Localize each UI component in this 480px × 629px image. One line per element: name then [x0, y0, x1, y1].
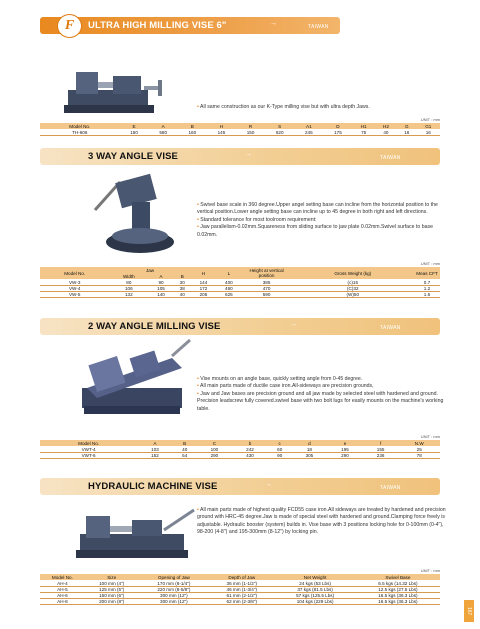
col-header: Opening of Jaw	[157, 574, 190, 580]
section-header-2way	[40, 318, 440, 335]
cell: (c)15	[347, 279, 359, 285]
origin-label: TAIWAN	[380, 325, 401, 331]
2way-vise-image	[72, 338, 197, 428]
unit-label: UNIT : mm	[420, 117, 440, 122]
arrow-icon: →	[265, 481, 272, 488]
cell: 132	[125, 292, 133, 298]
origin-label: TAIWAN	[308, 24, 329, 30]
cell: 46 mm (1-3/4")	[226, 586, 258, 592]
cell: 150	[246, 129, 255, 135]
cell: 205	[199, 292, 208, 298]
cell: 470	[262, 286, 271, 292]
cell: 105	[157, 286, 165, 292]
cell: 75	[361, 129, 367, 135]
cell: AH-8	[57, 599, 68, 605]
cell: 6.5 kgs (14.32 Lbs)	[378, 580, 418, 586]
section-header-ultra	[40, 17, 340, 34]
col-header: Model No.	[64, 270, 86, 276]
cell: 100	[210, 446, 219, 452]
cell: VWT-4	[81, 446, 96, 452]
cell: 152	[151, 452, 159, 458]
cell: 125 mm (5")	[99, 586, 125, 592]
col-header: Swivel Base	[385, 574, 411, 580]
hydraulic-vise-image	[72, 498, 197, 570]
col-header: A1	[306, 123, 312, 129]
section-header-hydraulic	[40, 478, 440, 495]
unit-label: UNIT : mm	[420, 568, 440, 573]
section-title: ULTRA HIGH MILLING VISE 6"	[88, 20, 227, 31]
col-header: b	[248, 440, 252, 446]
3way-spec-table	[40, 267, 440, 298]
col-subheader: Width	[122, 273, 135, 279]
cell: 100 mm (4")	[99, 580, 125, 586]
origin-label: TAIWAN	[380, 155, 401, 161]
col-header: B	[190, 123, 194, 129]
cell: 290	[341, 452, 349, 458]
col-header: N.W	[414, 440, 424, 446]
2way-description: • Vise mounts on an angle base, quickly setting angle from 0-45 degree. • All main parts made of ductile case iron.All-sideways are precision grounds, • Jaw and Jaw bases are precision ground and all jaw made by selected steel with hardened and ground. Precision leadscrew fully covered.swivel base with two bolt lugs for easily mounts on the machine's working table.	[197, 376, 444, 412]
cell: 150	[130, 129, 138, 135]
cell: 1.2	[423, 286, 431, 292]
cell: 62 mm (2-3/8")	[226, 599, 258, 605]
cell: 106	[125, 286, 133, 292]
milling-vise-image	[58, 50, 178, 122]
col-header: L	[227, 270, 231, 276]
col-header: d	[308, 440, 311, 446]
cell: 300 mm (12")	[160, 593, 188, 599]
col-header: H2	[383, 123, 389, 129]
table-row	[40, 586, 440, 592]
col-header: Size	[107, 574, 117, 580]
col-header: Net Weight	[303, 574, 327, 580]
col-header: H	[201, 270, 206, 276]
col-header: H1	[360, 123, 367, 129]
origin-label: TAIWAN	[380, 485, 401, 491]
page-number: 167	[464, 600, 474, 622]
cell: 36 mm (1-1/2")	[226, 580, 258, 586]
brand-logo-icon: F	[57, 14, 82, 38]
col-header: Meas CFT	[416, 270, 438, 276]
cell: 140	[157, 292, 165, 298]
cell: 245	[304, 129, 313, 135]
cell: 90	[277, 452, 283, 458]
cell: 305	[305, 452, 314, 458]
col-header: Height at vertical position	[249, 268, 284, 279]
cell: 30	[179, 279, 185, 285]
arrow-icon: →	[270, 20, 277, 27]
col-header: c	[278, 440, 281, 446]
cell: 155	[376, 446, 385, 452]
cell: 195	[341, 446, 349, 452]
cell: VW-3	[68, 279, 81, 285]
cell: 40	[383, 129, 389, 135]
cell: 145	[217, 129, 226, 135]
col-header: Jaw	[145, 267, 155, 273]
unit-label: UNIT : mm	[420, 261, 440, 266]
cell: 160	[188, 129, 197, 135]
col-header: A	[161, 123, 165, 129]
cell: 580	[159, 129, 168, 135]
table-row	[40, 599, 440, 605]
col-header: e	[343, 440, 347, 446]
cell: 103	[151, 446, 159, 452]
section-title: 2 WAY ANGLE MILLING VISE	[88, 321, 221, 332]
col-header: G1	[425, 123, 432, 129]
col-header: C	[212, 440, 217, 446]
cell: 104 kgs (229 Lbs)	[296, 599, 334, 605]
col-subheader: A	[159, 273, 163, 279]
cell: 80	[126, 279, 132, 285]
table-row	[40, 593, 440, 599]
cell: 54	[182, 452, 188, 458]
col-header: S	[278, 123, 282, 129]
col-header: f	[379, 440, 382, 446]
cell: 172	[199, 286, 208, 292]
col-header: A	[153, 440, 157, 446]
col-header: D	[336, 123, 340, 129]
table-row	[40, 292, 440, 298]
col-header: G	[405, 123, 409, 129]
cell: 1.6	[423, 292, 431, 298]
cell: 150 mm (6")	[99, 593, 125, 599]
col-header: E	[132, 123, 136, 129]
cell: 460	[225, 286, 233, 292]
arrow-icon: →	[245, 151, 252, 158]
cell: 242	[246, 446, 254, 452]
cell: 16.5 kgs (36.3 Lbs)	[378, 599, 418, 605]
col-header: Depth of Jaw	[228, 574, 256, 580]
cell: 57 kgs (125.5 Lbs)	[296, 593, 335, 599]
cell: TH-606	[72, 129, 88, 135]
cell: VWT-6	[81, 452, 96, 458]
cell: 625	[225, 292, 233, 298]
cell: 430	[246, 452, 254, 458]
cell: 12.5 kgs (27.5 Lbs)	[378, 586, 418, 592]
col-header: Model No.	[78, 440, 100, 446]
cell: 0.7	[423, 279, 431, 285]
cell: 620	[275, 129, 284, 135]
3way-description: • Swivel base scale in 360 degree.Upper angel setting base can incline from the horizontal position to the vertical position.Lower angle setting base can incline up to 45 degree in both right and left directions. • Standard tolerance for most toolroom requirement: • Jaw parallelism-0.02mm.Squareness from sliding surface to jaw plate 0.02mm.Swivel surface to base 0.02mm.	[197, 202, 438, 238]
col-subheader: B	[180, 273, 184, 279]
cell: 18	[306, 446, 312, 452]
cell: 16	[404, 129, 410, 135]
3way-vise-image	[90, 170, 190, 262]
cell: 60	[277, 446, 283, 452]
cell: 175	[334, 129, 342, 135]
col-header: Model No.	[51, 574, 73, 580]
section-title: HYDRAULIC MACHINE VISE	[88, 481, 218, 492]
cell: 290	[210, 452, 219, 458]
col-header: R	[248, 123, 253, 129]
cell: 78	[416, 452, 422, 458]
hydraulic-description: • All main parts made of highest quality FCD55 case iron.All sideways are treated by hardened and precision ground with HRC-45 degree.Jaw is made of special steel with hardened and ground.Clamping force freely is adjustable. Hydraulic booster (system) builds in. Vise base with 3 positions locking hole for 0-100mm (0-4"), 98-200 (4-8") and 195-300mm (8-12") by locking pin.	[197, 507, 446, 536]
cell: 38	[179, 286, 185, 292]
cell: VW-5	[68, 292, 81, 298]
unit-label: UNIT : mm	[420, 434, 440, 439]
cell: (W)50	[346, 292, 360, 298]
hydraulic-spec-table	[40, 574, 440, 605]
ultra-spec-table	[40, 123, 440, 136]
cell: VW-4	[68, 286, 81, 292]
ultra-description: • All same construction as our K-Type milling vise but with ultra depth Jaws.	[197, 104, 370, 110]
cell: 144	[199, 279, 208, 285]
arrow-icon: →	[290, 321, 297, 328]
cell: 16	[425, 129, 431, 135]
cell: 236	[376, 452, 385, 458]
cell: 40	[179, 292, 185, 298]
cell: AH-6	[57, 593, 68, 599]
cell: 25	[416, 446, 422, 452]
2way-spec-table	[40, 440, 440, 459]
col-header: Model No.	[69, 123, 91, 129]
cell: 400	[225, 279, 233, 285]
cell: AH-5	[57, 586, 68, 592]
col-header: Gross Weight (kg)	[334, 270, 372, 276]
cell: (C)32	[347, 286, 359, 292]
cell: 16.5 kgs (36.3 Lbs)	[378, 593, 418, 599]
cell: 61 mm (2-1/2")	[226, 593, 258, 599]
table-row	[40, 129, 440, 135]
table-row	[40, 580, 440, 586]
cell: 300 mm (12")	[160, 599, 188, 605]
cell: 385	[262, 279, 271, 285]
col-header: B	[183, 440, 187, 446]
section-title: 3 WAY ANGLE VISE	[88, 151, 178, 162]
cell: 37 kgs (81.5 Lbs)	[297, 586, 333, 592]
table-row	[40, 452, 440, 458]
cell: 590	[262, 292, 271, 298]
col-header: H	[219, 123, 224, 129]
cell: AH-4	[57, 580, 68, 586]
cell: 220 mm (8-5/8")	[157, 586, 191, 592]
cell: 200 mm (8")	[99, 599, 125, 605]
cell: 40	[182, 446, 188, 452]
cell: 24 kgs (53 Lbs)	[299, 580, 331, 586]
section-header-3way	[40, 148, 440, 165]
cell: 170 mm (6-1/4")	[157, 580, 191, 586]
cell: 90	[158, 279, 164, 285]
